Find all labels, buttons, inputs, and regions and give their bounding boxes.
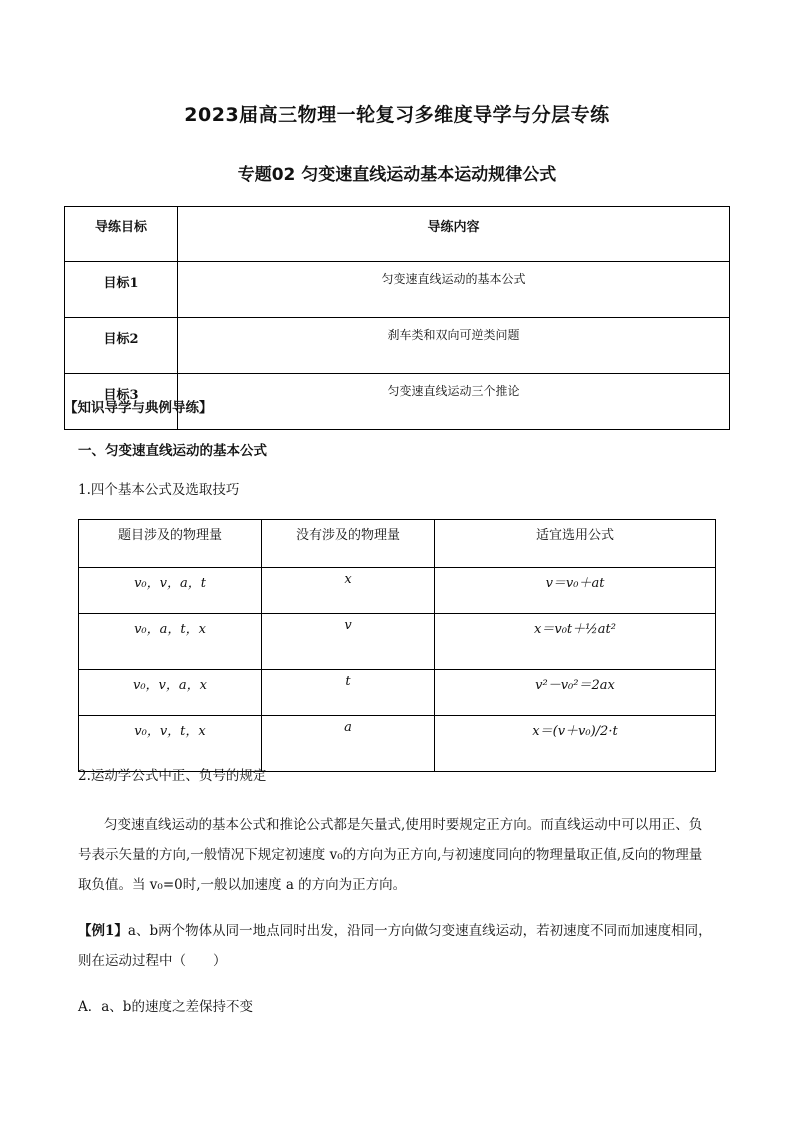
document-subtitle: 专题02 匀变速直线运动基本运动规律公式: [237, 165, 557, 185]
involved-header: 题目涉及的物理量: [79, 520, 262, 568]
example-tag: 【例1】: [78, 923, 128, 939]
table-row: [65, 318, 730, 374]
sub1-title: 1.四个基本公式及选取技巧: [78, 482, 240, 498]
formula-cell: v＝v₀＋at: [435, 568, 716, 614]
involved-cell: v₀，v，t，x: [79, 716, 262, 772]
part1-title: 一、匀变速直线运动的基本公式: [78, 443, 267, 459]
content-cell: 刹车类和双向可逆类问题: [178, 318, 730, 374]
example-line: [78, 918, 712, 945]
missing-header: 没有涉及的物理量: [262, 520, 435, 568]
missing-cell: t: [262, 670, 435, 716]
goal-cell: 目标2: [65, 318, 178, 374]
table-row: [65, 262, 730, 318]
formula-cell: v²－v₀²＝2ax: [435, 670, 716, 716]
table-row: [79, 670, 716, 716]
example-line: 则在运动过程中（ ）: [78, 953, 227, 969]
goal-cell: 目标3: [65, 374, 178, 430]
formula-table-header: [79, 520, 716, 568]
content-cell: 匀变速直线运动的基本公式: [178, 262, 730, 318]
paragraph-line: 号表示矢量的方向,一般情况下规定初速度 v₀的方向为正方向,与初速度同向的物理量取正值,反向的物理量: [78, 847, 703, 863]
involved-cell: v₀，v，a，t: [79, 568, 262, 614]
involved-cell: v₀，v，a，x: [79, 670, 262, 716]
example-text: a、b两个物体从同一地点同时出发，沿同一方向做匀变速直线运动，若初速度不同而加速度相同，: [127, 923, 712, 939]
option-a: A．a、b的速度之差保持不变: [78, 999, 253, 1015]
sub2-title: 2.运动学公式中正、负号的规定: [78, 768, 267, 784]
table-row: [79, 568, 716, 614]
formula-header: 适宜选用公式: [435, 520, 716, 568]
goal-cell: 目标1: [65, 262, 178, 318]
content-cell: 匀变速直线运动三个推论: [178, 374, 730, 430]
involved-cell: v₀，a，t，x: [79, 614, 262, 670]
goal-header: 导练目标: [65, 207, 178, 262]
goal-table-header: [65, 207, 730, 262]
missing-cell: a: [262, 716, 435, 772]
formula-cell: x＝v₀t＋½at²: [435, 614, 716, 670]
content-header: 导练内容: [178, 207, 730, 262]
document-title: 2023届高三物理一轮复习多维度导学与分层专练: [184, 104, 610, 126]
paragraph-line: 匀变速直线运动的基本公式和推论公式都是矢量式,使用时要规定正方向。而直线运动中可以用正、负: [104, 817, 703, 833]
paragraph-line: 取负值。当 v₀=0时,一般以加速度 a 的方向为正方向。: [78, 877, 407, 893]
formula-table: [78, 519, 716, 772]
missing-cell: v: [262, 614, 435, 670]
table-row: [79, 614, 716, 670]
section-heading: 【知识导学与典例导练】: [64, 400, 213, 416]
formula-cell: x＝(v＋v₀)/2·t: [435, 716, 716, 772]
missing-cell: x: [262, 568, 435, 614]
